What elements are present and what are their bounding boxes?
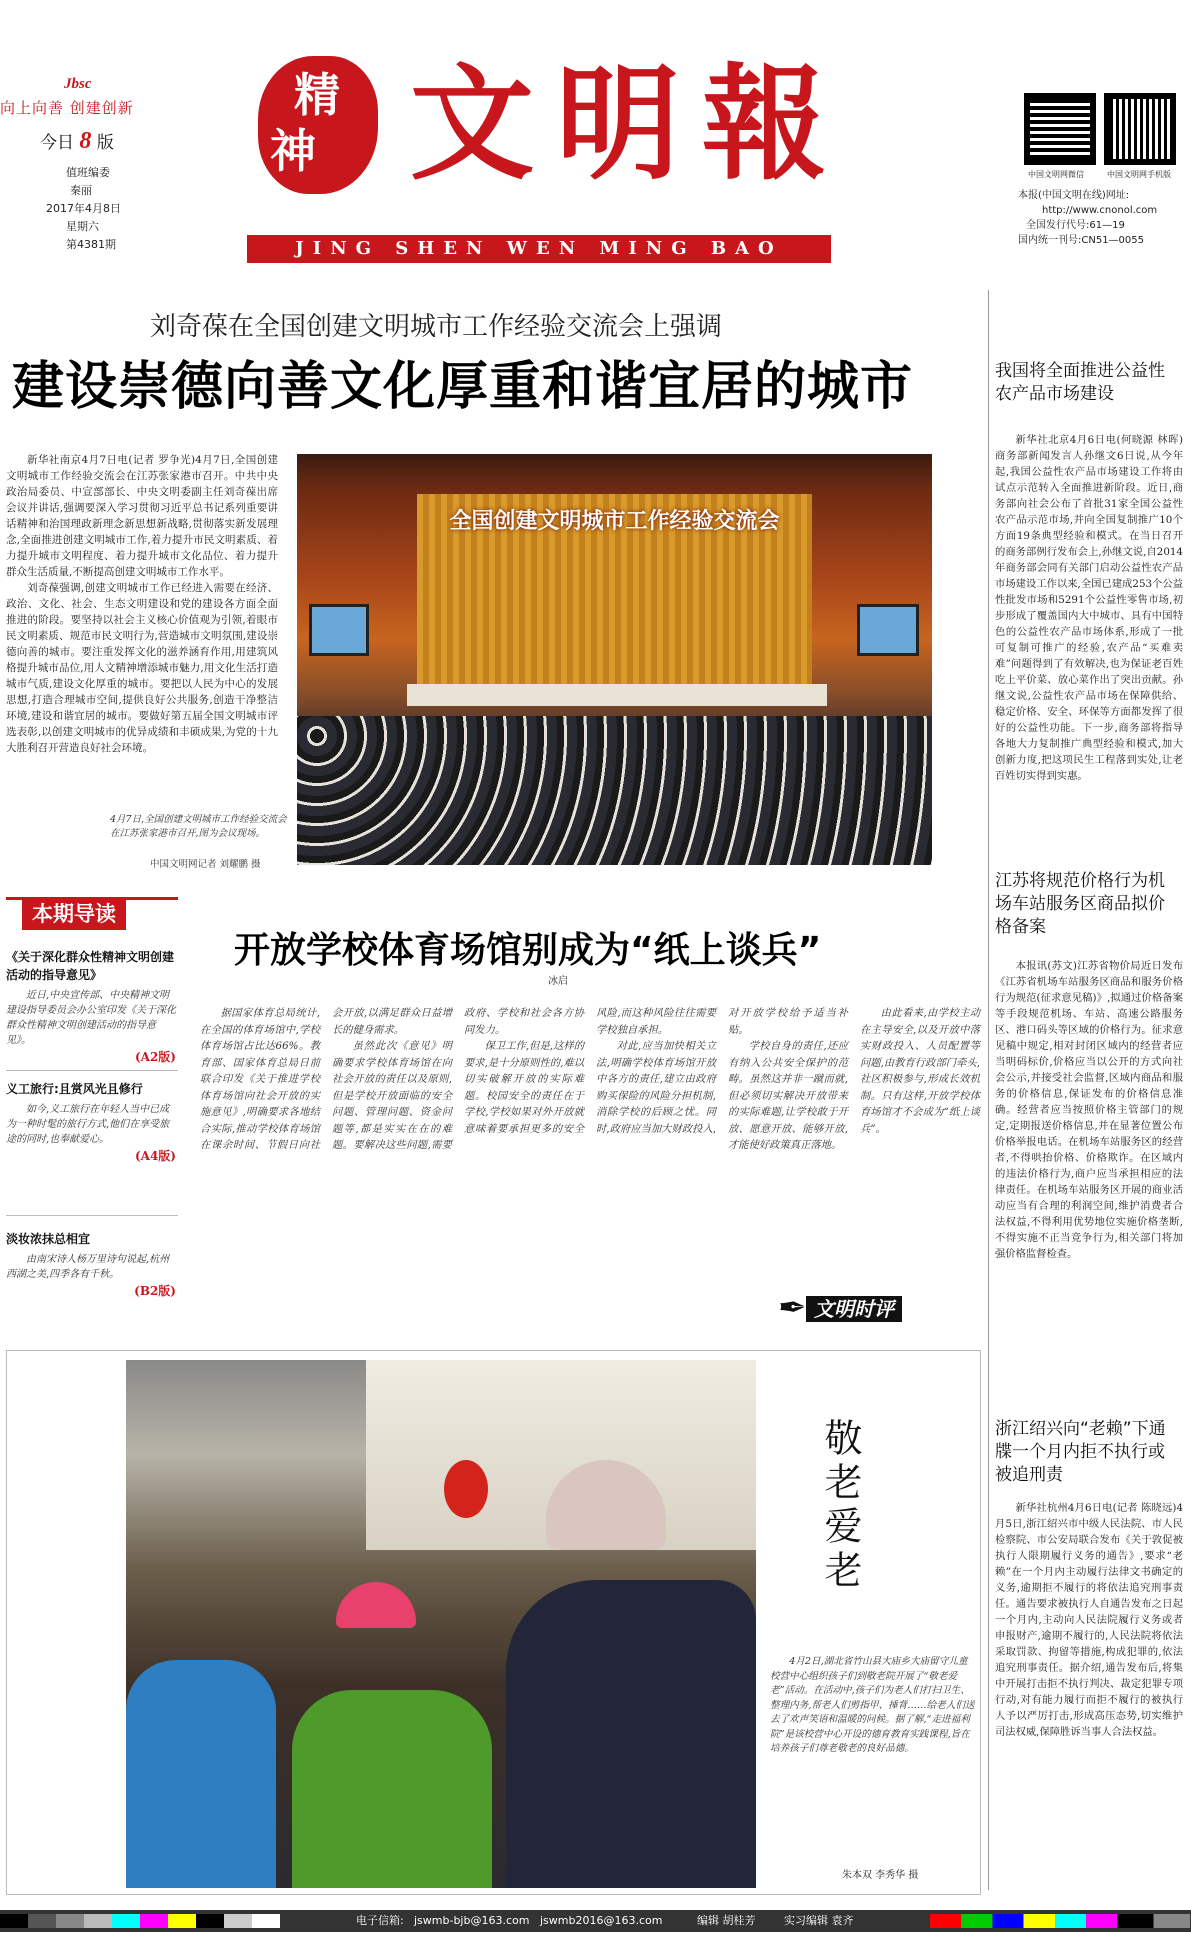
slogan: 向上向善 创建创新 (0, 99, 134, 117)
pinyin-banner (247, 235, 831, 263)
feature-caption: 4月2日,湖北省竹山县大庙乡大庙留守儿童校营中心组织孩子们到敬老院开展了“敬老爱老”活动。在活动中,孩子们为老人们打扫卫生、整理内务,帮老人们剪指甲、捶背……给老人们送去了欢声笑语和温暖的问候。据了解,“走进福利院”是该校营中心开设的德育教育实践课程,旨在培养孩子们尊老敬老的良好品德。 (770, 1656, 975, 1754)
footer-intern-editor: 实习编辑 袁齐 (784, 1914, 854, 1927)
comment-badge (776, 1288, 926, 1328)
footer-bar (0, 1910, 1191, 1932)
conference-banner: 全国创建文明城市工作经验交流会 (449, 508, 780, 534)
screen-right (857, 604, 919, 656)
title-char-bao: 報 (702, 52, 849, 197)
title-char-shen: 神 (270, 124, 316, 178)
comment-author: 冰启 (548, 976, 568, 987)
feature-photo (126, 1360, 756, 1888)
qr-label-wechat: 中国文明网微信 (1028, 170, 1084, 179)
red-lantern (444, 1460, 488, 1518)
cn-code: 国内统一刊号:CN51—0055 (1018, 235, 1145, 246)
edition-info (46, 164, 121, 254)
lead-paragraph-2: 刘奇葆强调,创建文明城市工作已经进入需要在经济、政治、文化、社会、生态文明建设和党的建设各方面全面推进的阶段。要坚持以社会主义核心价值观为引领,着眼市民文明素质、规范市民文明行为,营造城市文明氛围,建设崇德向善的城市。要注重发挥文化的滋养涵育作用,用建筑风格提升城市品位,用人文精神增添城市魅力,用文化生活打造城市气质,建设文化厚重的城市。要把以人民为中心的发展思想,打造合理城市空间,提供良好公共服务,创造干净整洁环境,建设和谐宜居的城市。要做好第五届全国文明城市评选表彰,以创建文明城市的优异成绩和丰硕成果,为党的十九大胜利召开营造良好社会环境。 (6, 582, 278, 754)
comment-body (200, 1005, 980, 1330)
pen-icon: ✒ (778, 1288, 807, 1328)
color-swatches-right (930, 1914, 1190, 1928)
title-chars (410, 50, 970, 200)
child-red-cap (336, 1582, 416, 1628)
feature-title-text: 敬老爱老 (818, 1418, 862, 1594)
qr-label-mobile: 中国文明网手机版 (1107, 170, 1171, 179)
masthead (0, 0, 1191, 270)
feature-credit: 朱本双 李秀华 摄 (842, 1870, 919, 1881)
feature-title (818, 1418, 864, 1594)
guide-item-1-page: (A2版) (134, 1050, 176, 1064)
guide-item-1[interactable] (6, 948, 176, 1065)
pages-prefix: 今日 (40, 133, 74, 153)
lead-headline: 建设崇德向善文化厚重和谐宜居的城市 (12, 357, 914, 417)
right-story-3-title: 浙江绍兴向“老赖”下通牒一个月内拒不执行或被追刑责 (995, 1419, 1166, 1485)
guide-item-3[interactable] (6, 1230, 176, 1299)
pages-count (40, 128, 114, 155)
lead-kicker: 刘奇葆在全国创建文明城市工作经验交流会上强调 (150, 312, 723, 342)
issue-number: 第4381期 (66, 238, 116, 251)
lead-body (6, 452, 278, 756)
guide-item-1-title: 《关于深化群众性精神文明创建活动的指导意见》 (6, 950, 175, 982)
pages-suffix: 版 (96, 133, 114, 153)
color-swatches (0, 1914, 280, 1928)
comment-paragraph-3: 保卫工作,但是,这样的要求,是十分原则性的,难以切实破解开放的实际难题。校园安全的责任在于学校,学校如果对外开放就意味着要承担更多的安全风险,而这种风险往往需要学校独自承担。 (464, 1007, 716, 1135)
title-seal (258, 56, 378, 194)
right-story-1-body: 新华社北京4月6日电(何晓源 林晖)商务部新闻发言人孙继文6日说,从今年起,我国公益性农产品市场建设工作将由试点示范转入全面推进新阶段。近日,商务部向社会公布了首批31家全国公益性农产品示范市场,并向全国复制推广10个方面19条典型经验和模式。在当日召开的商务部例行发布会上,孙继文说,自2014年商务部会同有关部门启动公益性农产品市场建设工作以来,全国已建成253个公益性批发市场和5291个公益性零售市场,初步形成了覆盖国内大中城市、具有中国特色的公益性农产品市场体系,形成了一批可复制可推广的经验,农产品“买难卖难”问题得到了有效解决,也为保证老百姓吃上平价菜、放心菜作出了突出贡献。孙继文说,公益性农产品市场在保障供给、稳定价格、安全、环保等方面都发挥了很好的公益性功能。下一步,商务部将指导各地大力复制推广典型经验和模式,加大创新力度,把这项民生工程落到实处,让老百姓切实得到实惠。 (995, 434, 1183, 782)
right-story-1-title: 我国将全面推进公益性农产品市场建设 (995, 361, 1165, 404)
guide-item-3-title: 淡妆浓抹总相宜 (6, 1232, 91, 1246)
guide-title: 本期导读 (22, 898, 126, 930)
child-green-jacket (292, 1690, 492, 1888)
comment-paragraph-5: 学校自身的责任,还应有纳入公共安全保护的范畴。虽然这并非一蹴而就,但必须切实解决开放带来的实际难题,让学校敢于开放、愿意开放、能够开放,才能使好政策真正落地。 (728, 1040, 848, 1151)
weekday: 星期六 (66, 220, 99, 233)
right-story-2-title: 江苏将规范价格行为机场车站服务区商品拟价格备案 (995, 871, 1165, 937)
right-column-divider (988, 290, 989, 1890)
guide-item-2[interactable] (6, 1080, 176, 1164)
title-char-jing: 精 (294, 68, 340, 122)
guide-item-3-page: (B2版) (134, 1284, 176, 1298)
title-char-wen: 文 (410, 52, 557, 197)
comment-paragraph-2: 虽然此次《意见》明确要求学校体育场馆在向社会开放的责任以及原则,但是学校开放面临的安全问题、管理问题、资金问题等,都是实实在在的难题。要解决这些问题,需要政府、学校和社会各方协同发力。 (332, 1007, 584, 1151)
editor-name: 秦丽 (70, 184, 92, 197)
screen-left (309, 604, 369, 656)
elder-dark-coat (506, 1580, 756, 1888)
right-story-3-body: 新华社杭州4月6日电(记者 陈晓远)4月5日,浙江绍兴市中级人民法院、市人民检察院、市公安局联合发布《关于敦促被执行人限期履行义务的通告》,要求“老赖”在一个月内主动履行法律文书确定的义务,逾期拒不履行的将依法追究刑事责任。通告要求被执行人自通告发布之日起一个月内,主动向人民法院履行义务或者申报财产,逾期不履行的,人民法院将依法采取罚款、拘留等措施,构成犯罪的,依法追究刑事责任。据介绍,通告发布后,将集中开展打击拒不执行判决、裁定犯罪专项行动,对有能力履行而拒不履行的被执行人予以严厉打击,形成高压态势,切实维护司法权威,保障胜诉当事人合法权益。 (995, 1502, 1183, 1738)
site-url[interactable]: http://www.cnonol.com (1042, 205, 1158, 216)
host-label: 本报(中国文明在线)网址: (1018, 190, 1130, 201)
pages-num: 8 (79, 128, 92, 154)
date: 2017年4月8日 (46, 202, 121, 215)
comment-headline: 开放学校体育场馆别成为“纸上谈兵” (234, 930, 822, 971)
brand-mark: Jbsc (64, 76, 92, 92)
comment-badge-label: 文明时评 (806, 1296, 902, 1322)
conference-photo (297, 454, 932, 865)
footer-mail-1[interactable]: jswmb-bjb@163.com (414, 1914, 530, 1927)
footer-mail-label: 电子信箱: (356, 1914, 404, 1927)
editor-label: 值班编委 (66, 166, 110, 179)
comment-paragraph-4: 对此,应当加快相关立法,明确学校体育场馆开放中各方的责任,建立由政府购买保险的风险分担机制,消除学校的后顾之忧。同时,政府应当加大财政投入,对开放学校给予适当补贴。 (596, 1007, 848, 1135)
postal-code: 全国发行代号:61—19 (1026, 220, 1125, 231)
lead-paragraph-1: 新华社南京4月7日电(记者 罗争光)4月7日,全国创建文明城市工作经验交流会在江苏张家港市召开。中共中央政治局委员、中宣部部长、中央文明委副主任刘奇葆出席会议并讲话,强调要深入学习贯彻习近平总书记系列重要讲话精神和治国理政新理念新思想新战略,贯彻落实新发展理念,全面推进创建文明城市工作,着力提升市民文明素质、着力提升城市文明程度、着力提升城市文化品位、着力提升群众生活质量,不断提高创建文明城市工作水平。 (6, 454, 278, 578)
comment-paragraph-6: 由此看来,由学校主动在主导安全,以及开放中落实财政投入、人员配置等问题,由教育行政部门牵头,社区积极参与,形成长效机制。只有这样,开放学校体育场馆才不会成为“纸上谈兵”。 (860, 1007, 980, 1135)
guide-item-2-body: 如今,义工旅行在年轻人当中已成为一种时髦的旅行方式,他们在享受旅途的同时,也奉献爱心。 (6, 1104, 170, 1145)
qr-code-wechat[interactable] (1024, 93, 1096, 165)
qr-code-mobile[interactable] (1104, 93, 1176, 165)
lead-photo-credit: 中国文明网记者 刘耀鹏 摄 (150, 859, 261, 870)
pinyin-text: JING SHEN WEN MING BAO (295, 238, 783, 259)
comment-paragraph-1: 据国家体育总局统计,在全国的体育场馆中,学校体育场馆占比达66%。教育部、国家体育总局日前联合印发《关于推进学校体育场馆向社会开放的实施意见》,明确要求各地结合实际,推动学校体育场馆在课余时间、节假日向社会开放,以满足群众日益增长的健身需求。 (200, 1007, 452, 1151)
guide-item-2-page: (A4版) (134, 1149, 176, 1163)
audience (297, 716, 932, 865)
footer-mail-2[interactable]: jswmb2016@163.com (540, 1914, 663, 1927)
guide-item-1-body: 近日,中央宣传部、中央精神文明建设指导委员会办公室印发《关于深化群众性精神文明创建活动的指导意见》。 (6, 990, 176, 1046)
guide-divider-2 (6, 1215, 178, 1216)
footer-editor: 编辑 胡桂芳 (697, 1914, 756, 1927)
guide-item-2-title: 义工旅行:且赏风光且修行 (6, 1082, 143, 1096)
guide-item-3-body: 由南宋诗人杨万里诗句说起,杭州西湖之美,四季各有千秋。 (6, 1254, 170, 1280)
guide-box (6, 897, 178, 1327)
lead-photo-caption: 4月7日,全国创建文明城市工作经验交流会在江苏张家港市召开,图为会议现场。 (110, 814, 287, 839)
publication-info (1018, 188, 1188, 248)
guide-divider-1 (6, 1070, 178, 1071)
stage-table (407, 684, 827, 706)
blue-vest-child (126, 1660, 276, 1888)
right-story-2-body: 本报讯(苏文)江苏省物价局近日发布《江苏省机场车站服务区商品和服务价格行为规范(征求意见稿)》,拟通过价格备案等手段规范机场、车站、高速公路服务区、港口码头等区域的价格行为。征求意见稿中规定,相对封闭区域内的经营者应当明码标价,价格应当以公开的方式向社会公示,并接受社会监督,区域内商品和服务的价格信息,保证发布的价格信息准确。经营者应当按照价格主管部门的规定,定期报送价格信息,并在显著位置公布价格举报电话。在机场车站服务区的经营者,不得哄抬价格、价格欺诈。在区域内的违法价格行为,商户应当承担相应的法律责任。在机场车站服务区开展的商业活动应当有合理的利润空间,维护消费者合法权益,不得利用优势地位实施价格垄断,不得实施不正当竞争行为,相关部门将加强价格监督检查。 (995, 960, 1183, 1260)
title-char-ming: 明 (556, 52, 703, 197)
